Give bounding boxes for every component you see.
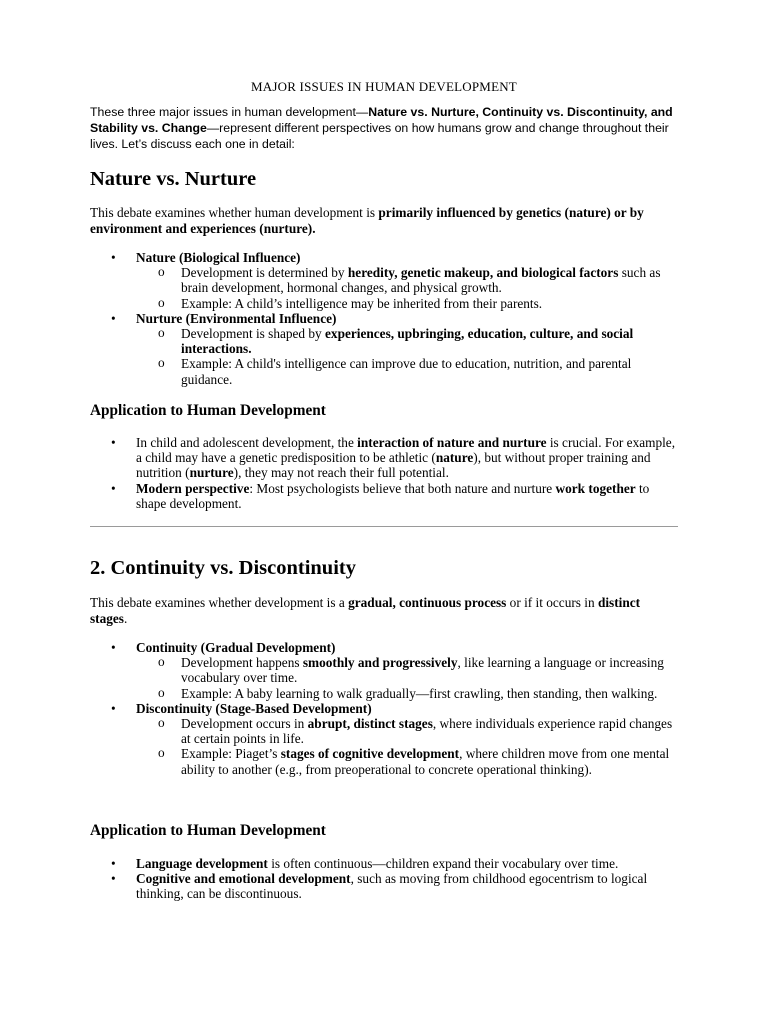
list-item: [90, 701, 680, 777]
para-text: This debate examines whether human development is: [90, 205, 379, 220]
sub-item-text: such as brain development, hormonal changes, and physical growth.: [181, 265, 661, 296]
item-bold: Language development: [136, 856, 268, 871]
item-bold: Modern perspective: [136, 480, 250, 496]
sub-list: [136, 716, 680, 777]
bullet-list: [90, 640, 680, 777]
list-item: [90, 250, 680, 311]
list-item: [90, 435, 680, 481]
sub-item-bold: heredity, genetic makeup, and biological factors: [347, 265, 619, 281]
sub-item-text: , like learning a language or increasing vocabulary over time.: [181, 655, 664, 686]
subsection-heading-application: Application to Human Development: [90, 402, 326, 419]
item-text: ), they may not reach their full potential.: [233, 465, 449, 481]
item-text: In child and adolescent development, the: [136, 435, 358, 450]
item-bold: nature: [435, 450, 474, 466]
intro-paragraph: [90, 104, 690, 152]
para-text: or if it occurs in: [506, 595, 598, 610]
section-heading-nature-nurture: Nature vs. Nurture: [90, 168, 257, 190]
sub-list-item: [136, 356, 680, 386]
sub-item-bold: abrupt, distinct stages: [307, 716, 433, 732]
sub-item-bold: experiences, upbringing, education, culture, and social interactions.: [181, 326, 634, 357]
sub-item-text: , where children move from one mental ability to another (e.g., from preoperational to concrete operational thinking).: [181, 746, 670, 777]
item-text: is crucial. For example, a child may have a genetic predisposition to be athletic (: [136, 435, 676, 466]
sub-list: [136, 326, 680, 387]
section-paragraph: [90, 595, 680, 626]
sub-item-text: Example: Piaget’s: [181, 746, 281, 762]
sub-item-text: , where individuals experience rapid changes at certain points in life.: [181, 716, 673, 747]
bullet-list: [90, 856, 680, 902]
bullet-list: [90, 250, 680, 387]
list-item: [90, 311, 680, 387]
para-bold: distinct stages: [90, 595, 641, 626]
item-bold: work together: [555, 480, 636, 496]
item-bold: Cognitive and emotional development: [136, 871, 351, 887]
item-text: : Most psychologists believe that both nature and nurture: [249, 480, 556, 496]
sub-list-item: [136, 326, 680, 356]
para-text: This debate examines whether development is a: [90, 595, 349, 610]
list-item-label: Discontinuity (Stage-Based Development): [136, 700, 372, 716]
sub-item-text: Example: A child's intelligence can improve due to education, nutrition, and parental guidance.: [181, 356, 632, 387]
subsection-heading-application: Application to Human Development: [90, 822, 326, 839]
list-item: [90, 481, 680, 511]
list-item: [90, 640, 680, 701]
sub-list-item: [136, 296, 680, 311]
section-paragraph: [90, 205, 680, 236]
horizontal-divider: [90, 526, 678, 527]
sub-list: [136, 265, 680, 311]
item-text: to shape development.: [136, 480, 650, 511]
sub-item-text: Development is shaped by: [181, 326, 326, 342]
sub-item-bold: stages of cognitive development: [280, 746, 460, 762]
intro-bold: Nature vs. Nurture, Continuity vs. Discontinuity, and Stability vs. Change: [90, 105, 673, 135]
para-bold: primarily influenced by genetics (nature) or by environment and experiences (nurture).: [90, 205, 644, 236]
sub-list: [136, 655, 680, 701]
item-bold: interaction of nature and nurture: [357, 435, 547, 450]
para-bold: gradual, continuous process: [348, 595, 507, 610]
section-heading-continuity: 2. Continuity vs. Discontinuity: [90, 557, 356, 579]
list-item-label: Continuity (Gradual Development): [136, 640, 336, 655]
list-item-label: Nature (Biological Influence): [136, 250, 301, 265]
item-text: ), but without proper training and nutrition (: [136, 450, 651, 481]
item-text: is often continuous—children expand their vocabulary over time.: [267, 856, 619, 871]
intro-text: —represent different perspectives on how humans grow and change throughout their lives. Let’s discuss each one in detail:: [90, 121, 669, 151]
sub-item-bold: smoothly and progressively: [302, 655, 458, 671]
intro-text: These three major issues in human development—: [90, 105, 369, 119]
sub-list-item: [136, 716, 680, 746]
sub-item-text: Development happens: [181, 655, 303, 671]
item-bold: nurture: [189, 465, 234, 481]
sub-list-item: [136, 655, 680, 685]
sub-list-item: [136, 746, 680, 776]
list-item: [90, 871, 680, 901]
sub-item-text: Example: A child’s intelligence may be inherited from their parents.: [181, 295, 543, 311]
sub-item-text: Development occurs in: [181, 716, 308, 732]
bullet-list: [90, 435, 680, 511]
list-item-label: Nurture (Environmental Influence): [136, 310, 337, 326]
sub-item-text: Example: A baby learning to walk gradually—first crawling, then standing, then walking.: [181, 685, 658, 701]
sub-list-item: [136, 265, 680, 295]
document-title: MAJOR ISSUES IN HUMAN DEVELOPMENT: [251, 79, 517, 94]
list-item: [90, 856, 680, 871]
sub-list-item: [136, 686, 680, 701]
sub-item-text: Development is determined by: [181, 265, 348, 281]
para-text: .: [123, 610, 128, 626]
item-text: , such as moving from childhood egocentrism to logical thinking, can be discontinuous.: [136, 871, 648, 902]
